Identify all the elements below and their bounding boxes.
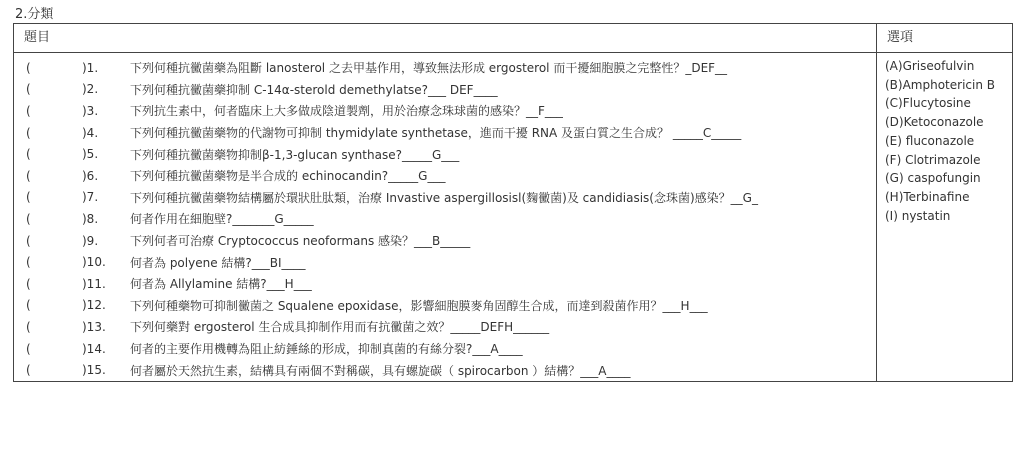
question-text: 何者為 polyene 結構?___BI____ <box>130 255 306 270</box>
question-text: 下列何種抗黴菌藥物抑制β-1,3-glucan synthase?_____G___ <box>130 147 460 162</box>
answer-paren: ( <box>26 190 31 205</box>
question-text: 下列何種藥物可抑制黴菌之 Squalene epoxidase，影響細胞膜麥角固醇生合成，而達到殺菌作用？___H___ <box>130 298 708 313</box>
answer-paren: ( <box>26 103 31 118</box>
answer-paren: ( <box>26 125 31 140</box>
question-row <box>14 57 876 79</box>
question-text: 何者為 Allylamine 結構?___H___ <box>130 277 312 292</box>
options-cell <box>877 53 1013 382</box>
question-text: 何者的主要作用機轉為阻止紡錘絲的形成，抑制真菌的有絲分裂?___A____ <box>130 342 523 357</box>
question-row <box>14 251 876 273</box>
question-text: 下列何藥對 ergosterol 生合成具抑制作用而有抗黴菌之效？_____DEFH______ <box>130 320 550 335</box>
question-row <box>14 187 876 209</box>
option-item: (E) fluconazole <box>885 133 975 148</box>
answer-paren: ( <box>26 319 31 334</box>
question-text: 何者作用在細胞壁?_______G_____ <box>130 212 314 227</box>
questions-header: 題目 <box>14 24 877 53</box>
option-item: (C)Flucytosine <box>885 96 971 111</box>
option-item: (I) nystatin <box>885 208 951 223</box>
question-text: 下列抗生素中，何者臨床上大多做成陰道製劑，用於治療念珠球菌的感染？__F___ <box>130 104 563 119</box>
option-item: (B)Amphotericin B <box>885 77 995 92</box>
question-number: )13. <box>82 319 106 334</box>
answer-paren: ( <box>26 60 31 75</box>
section-title: 2.分類 <box>15 7 54 22</box>
answer-paren: ( <box>26 82 31 97</box>
option-item: (A)Griseofulvin <box>885 59 975 73</box>
question-row <box>14 208 876 230</box>
answer-paren: ( <box>26 147 31 162</box>
question-number: )7. <box>82 190 99 205</box>
question-row <box>14 165 876 187</box>
question-number: )14. <box>82 341 106 356</box>
question-number: )9. <box>82 233 99 248</box>
question-row <box>14 316 876 338</box>
question-row <box>14 273 876 295</box>
question-text: 下列何種抗黴菌藥物是半合成的 echinocandin?_____G___ <box>130 169 446 184</box>
question-row <box>14 338 876 360</box>
question-number: )10. <box>82 255 106 270</box>
question-number: )12. <box>82 298 106 313</box>
question-row <box>14 122 876 144</box>
quiz-table <box>13 23 1013 382</box>
option-item: (H)Terbinafine <box>885 189 970 204</box>
question-number: )11. <box>82 276 106 291</box>
option-item: (F) Clotrimazole <box>885 152 981 167</box>
question-row <box>14 359 876 381</box>
question-row <box>14 295 876 317</box>
questions-cell <box>14 53 877 382</box>
answer-paren: ( <box>26 363 31 378</box>
question-number: )15. <box>82 363 106 378</box>
options-header: 選項 <box>877 24 1013 53</box>
option-item: (D)Ketoconazole <box>885 115 984 130</box>
question-row <box>14 79 876 101</box>
question-row <box>14 230 876 252</box>
question-text: 下列何種抗黴菌藥物結構屬於環狀肚肽類，治療 Invastive aspergillosisl(麴黴菌)及 candidiasis(念珠菌)感染？__G_ <box>130 190 758 205</box>
question-text: 何者屬於天然抗生素，結構具有兩個不對稱碳，具有螺旋碳（ spirocarbon ）結構？___A____ <box>130 363 631 378</box>
question-text: 下列何種抗黴菌藥物的代謝物可抑制 thymidylate synthetase，進而干擾 RNA 及蛋白質之生合成？ _____C_____ <box>130 126 742 141</box>
question-text: 下列何種抗黴菌藥抑制 C-14α-sterold demethylatse?___ DEF____ <box>130 82 498 97</box>
option-item: (G) caspofungin <box>885 171 981 186</box>
answer-paren: ( <box>26 341 31 356</box>
question-row <box>14 143 876 165</box>
question-number: )1. <box>82 60 99 75</box>
answer-paren: ( <box>26 211 31 226</box>
answer-paren: ( <box>26 298 31 313</box>
answer-paren: ( <box>26 168 31 183</box>
question-number: )2. <box>82 82 99 97</box>
question-number: )4. <box>82 125 99 140</box>
question-number: )6. <box>82 168 99 183</box>
question-number: )5. <box>82 147 99 162</box>
answer-paren: ( <box>26 255 31 270</box>
question-text: 下列何者可治療 Cryptococcus neoformans 感染？___B_____ <box>130 234 471 249</box>
question-row <box>14 100 876 122</box>
answer-paren: ( <box>26 276 31 291</box>
question-number: )8. <box>82 211 99 226</box>
answer-paren: ( <box>26 233 31 248</box>
question-text: 下列何種抗黴菌藥為阻斷 lanosterol 之去甲基作用，導致無法形成 ergosterol 而干擾細胞膜之完整性？_DEF__ <box>130 61 728 76</box>
question-number: )3. <box>82 103 99 118</box>
